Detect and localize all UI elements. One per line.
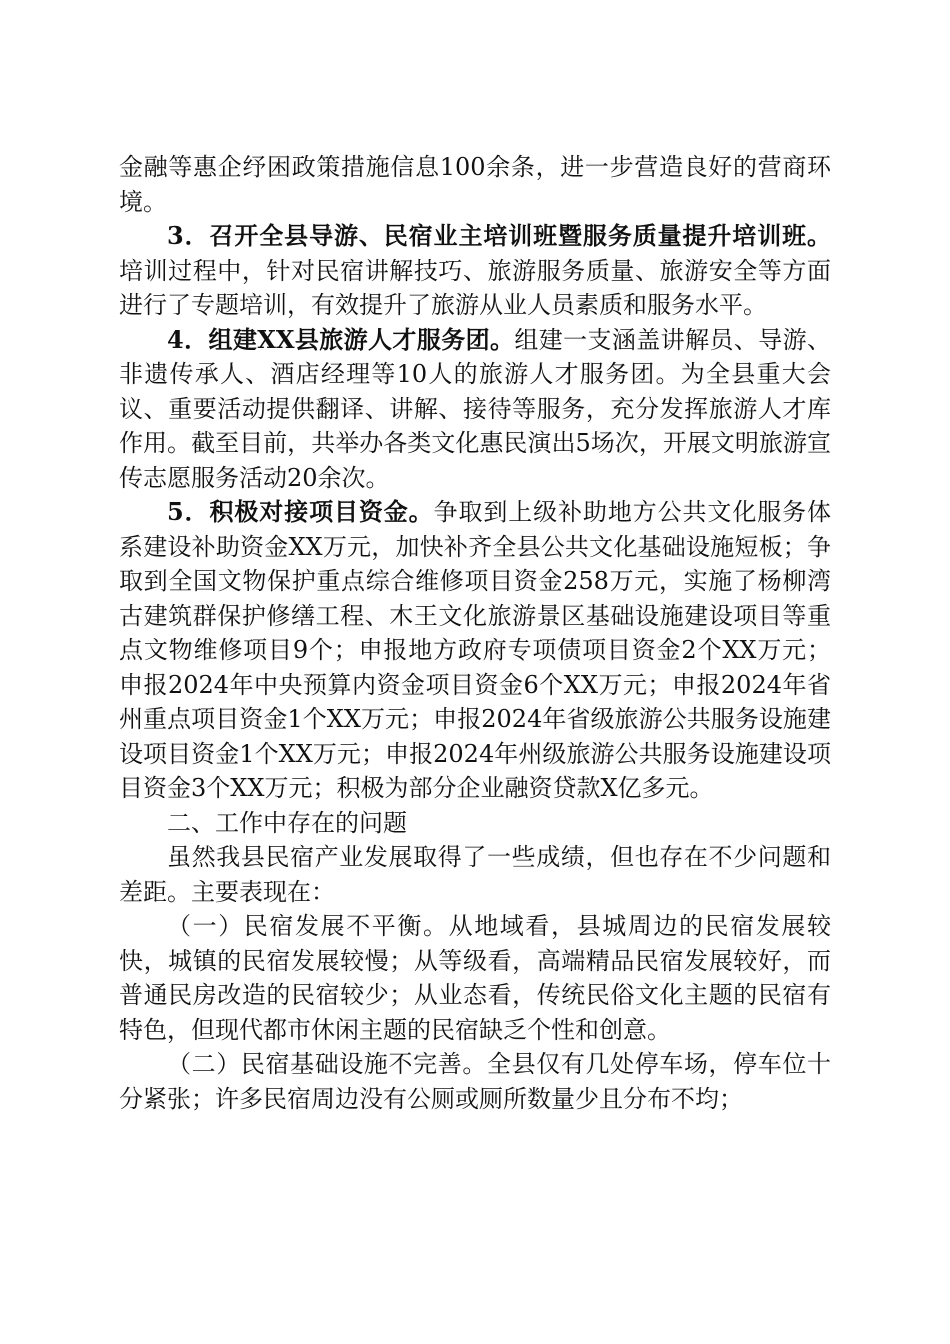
item-3-lead: 3．召开全县导游、民宿业主培训班暨服务质量提升培训班。 <box>167 221 831 250</box>
sub-2-paragraph <box>119 1047 831 1116</box>
item-5-lead: 5．积极对接项目资金。 <box>167 497 434 526</box>
item-4-body: 组建一支涵盖讲解员、导游、非遗传承人、酒店经理等10人的旅游人才服务团。为全县重大会议、重要活动提供翻译、讲解、接待等服务，充分发挥旅游人才库作用。截至目前，共举办各类文化惠民演出5场次，开展文明旅游宣传志愿服务活动20余次。 <box>119 325 831 492</box>
item-3-paragraph <box>119 219 831 323</box>
sub-2-lead: （二）民宿基础设施不完善。 <box>167 1050 487 1078</box>
sub-1-body: 从地域看，县城周边的民宿发展较快，城镇的民宿发展较慢；从等级看，高端精品民宿发展较好，而普通民房改造的民宿较少；从业态看，传统民俗文化主题的民宿有特色，但现代都市休闲主题的民宿缺乏个性和创意。 <box>119 912 832 1044</box>
item-5-paragraph <box>119 495 831 806</box>
document-page <box>119 150 831 1116</box>
section-2-intro: 虽然我县民宿产业发展取得了一些成绩，但也存在不少问题和差距。主要表现在： <box>119 843 831 906</box>
item-5-body: 争取到上级补助地方公共文化服务体系建设补助资金XX万元，加快补齐全县公共文化基础设施短板；争取到全国文物保护重点综合维修项目资金258万元，实施了杨柳湾古建筑群保护修缮工程、木王文化旅游景区基础设施建设项目等重点文物维修项目9个；申报地方政府专项债项目资金2个XX万元；申报2024年中央预算内资金项目资金6个XX万元；申报2024年省州重点项目资金1个XX万元；申报2024年省级旅游公共服务设施建设项目资金1个XX万元；申报2024年州级旅游公共服务设施建设项目资金3个XX万元；积极为部分企业融资贷款X亿多元。 <box>119 498 832 802</box>
paragraph-continuation: 金融等惠企纾困政策措施信息100余条，进一步营造良好的营商环境。 <box>119 153 831 216</box>
item-4-lead: 4．组建XX县旅游人才服务团。 <box>167 324 515 354</box>
item-3-body: 培训过程中，针对民宿讲解技巧、旅游服务质量、旅游安全等方面进行了专题培训，有效提升了旅游从业人员素质和服务水平。 <box>119 256 831 319</box>
sub-2-body: 全县仅有几处停车场，停车位十分紧张；许多民宿周边没有公厕或厕所数量少且分布不均； <box>119 1050 831 1113</box>
sub-1-lead: （一）民宿发展不平衡。 <box>167 912 449 940</box>
item-4-paragraph <box>119 323 831 496</box>
sub-1-paragraph <box>119 909 831 1047</box>
section-2-heading: 二、工作中存在的问题 <box>167 808 407 837</box>
